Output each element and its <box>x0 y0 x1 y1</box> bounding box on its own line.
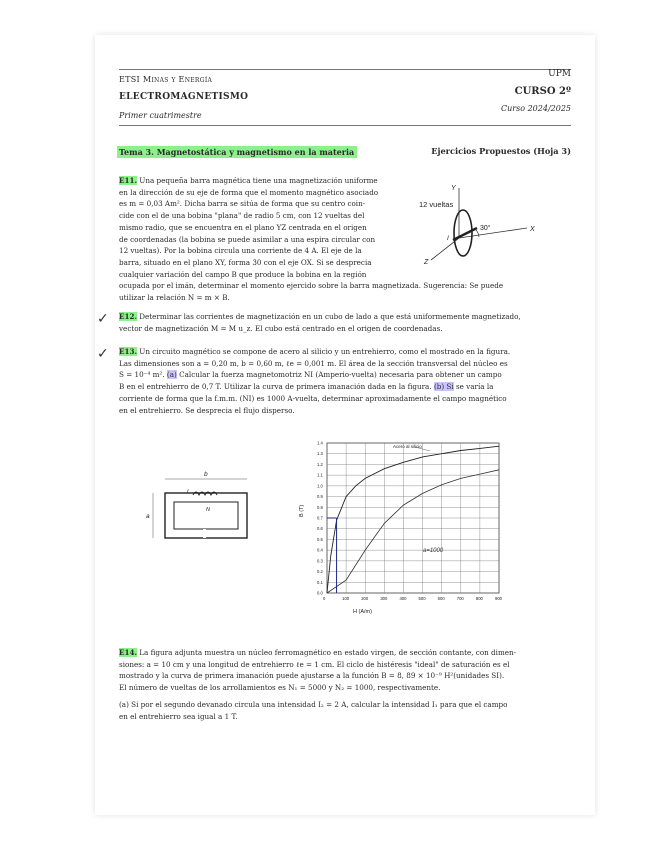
e12-line: vector de magnetización M = M u_z. El cubo está centrado en el origen de coordenadas. <box>119 323 443 333</box>
e14-line: El número de vueltas de los arrollamientos es N₁ = 5000 y N₂ = 1000, respectivamente. <box>119 683 441 693</box>
e11-line: cualquier variación del campo B que produce la bobina en la región <box>119 269 367 279</box>
e11-line: de coordenadas (la bobina se puede asimilar a una espira circular con <box>119 234 376 244</box>
e11-line: es m = 0,03 Am². Dicha barra se sitúa de forma que su centro coin- <box>119 199 366 209</box>
x-tick-label: 0 <box>323 596 326 601</box>
series-line-1 <box>327 446 499 593</box>
chart-annotation: Acero al silicio <box>393 444 422 449</box>
chart-grid <box>327 443 499 593</box>
e12-label: E12. <box>119 312 137 321</box>
e14-line: en el entrehierro sea igual a 1 T. <box>119 711 238 721</box>
x-tick-label: 800 <box>475 596 483 601</box>
x-tick-label: 400 <box>399 596 407 601</box>
chart-y-label: B (T) <box>299 504 305 517</box>
sheet-title: Ejercicios Propuestos (Hoja 3) <box>431 146 571 156</box>
handwritten-note: a=1000 <box>423 548 444 554</box>
dimension-b-label: b <box>204 471 208 478</box>
y-tick-label: 0.5 <box>317 536 323 542</box>
e14-text <box>119 647 571 722</box>
y-tick-label: 0.7 <box>317 515 323 521</box>
e13-line: B en el entrehierro de 0,7 T. Utilizar la curva de primera imanación dada en la figura. <box>119 382 432 392</box>
angle-label: 30° <box>480 225 491 232</box>
e11-line: 12 vueltas). Por la bobina circula una corriente de 4 A. El eje de la <box>119 246 362 256</box>
e13-part-b: (b) Si <box>433 382 454 392</box>
magnetic-circuit-figure <box>145 465 255 555</box>
e14-label: E14. <box>119 648 137 657</box>
document-page <box>95 35 595 815</box>
magnet-bar <box>453 228 477 240</box>
z-axis-label: Z <box>424 259 429 266</box>
e13-line: corriente de forma que la f.m.m. (NI) es 1000 A-vuelta, determinar aproximadamente el campo magnético <box>119 393 507 403</box>
e11-line: Una pequeña barra magnética tiene una magnetización uniforme <box>139 176 378 185</box>
x-tick-label: 500 <box>418 596 426 601</box>
y-tick-label: 0.3 <box>317 558 323 564</box>
e11-label: E11. <box>119 176 137 185</box>
university-name: UPM <box>548 69 571 79</box>
e11-text <box>119 175 409 280</box>
chart-x-label: H (A/m) <box>353 609 372 615</box>
e11-line: ocupada por el imán, determinar el momento ejercido sobre la barra magnetizada. Sugerencia: Se puede <box>119 281 504 290</box>
x-tick-label: 200 <box>361 596 369 601</box>
bh-curve-chart <box>295 435 510 615</box>
e13-line: Calcular la fuerza magnetomotriz NI (Amperio-vuelta) necesaria para obtener un campo <box>179 370 502 380</box>
year-label: Curso 2024/2025 <box>501 104 571 113</box>
x-tick-label: 100 <box>342 596 350 601</box>
x-tick-label: 700 <box>456 596 464 601</box>
e13-line: Las dimensiones son a = 0,20 m, b = 0,60 m, ℓe = 0,001 m. El área de la sección transversal del núcleo es <box>119 358 508 368</box>
course-label: CURSO 2º <box>514 86 571 97</box>
y-tick-label: 0.0 <box>317 590 323 596</box>
x-tick-label: 900 <box>495 596 502 601</box>
e11-line: barra, situado en el plano XY, forma 30 con el eje OX. Si se desprecia <box>119 257 372 267</box>
y-tick-label: 0.4 <box>317 547 323 553</box>
e13-part-a: (a) <box>166 370 177 380</box>
check-mark-e12: ✓ <box>97 311 109 327</box>
y-tick-label: 1.4 <box>317 440 323 446</box>
y-tick-label: 0.2 <box>317 569 323 575</box>
chart-series <box>327 446 499 593</box>
y-tick-label: 1.2 <box>317 461 323 467</box>
y-tick-label: 1.0 <box>317 483 323 489</box>
e13-line: Un circuito magnético se compone de acero al silicio y un entrehierro, como el mostrado en la figura. <box>139 347 511 356</box>
e13-label: E13. <box>119 347 137 356</box>
check-mark-e13: ✓ <box>97 346 109 362</box>
x-tick-label: 600 <box>437 596 445 601</box>
y-tick-label: 0.6 <box>317 526 323 532</box>
current-label: I <box>447 235 449 242</box>
school-name: ETSI Minas y Energía <box>119 75 213 84</box>
e11-line: utilizar la relación N = m × B. <box>119 292 230 302</box>
topic-title: Tema 3. Magnetostática y magnetismo en la materia <box>117 146 357 158</box>
e11-line: mismo radio, que se encuentra en el plano YZ centrada en el origen <box>119 222 367 232</box>
e14-line: siones: a = 10 cm y una longitud de entrehierro ℓe = 1 cm. El ciclo de histéresis "ideal" de saturación es el <box>119 659 510 669</box>
air-gap <box>203 529 206 538</box>
e12-text <box>119 311 571 334</box>
y-tick-label: 0.1 <box>317 579 323 585</box>
dimension-a-label: a <box>146 513 150 520</box>
e14-line: mostrado y la curva de primera imanación puede ajustarse a la función B = 8, 89 × 10⁻⁹ H²(unidades SI). <box>119 671 505 681</box>
current-label-circuit: I <box>187 489 189 495</box>
y-axis-label: Y <box>451 185 456 192</box>
x-axis-label: X <box>530 226 535 233</box>
coil-label: 12 vueltas <box>419 200 454 209</box>
coil-figure <box>417 180 557 275</box>
e13-text <box>119 346 571 416</box>
header-rule-bottom <box>119 125 571 126</box>
y-tick-label: 1.1 <box>317 472 323 478</box>
y-tick-label: 1.3 <box>317 451 323 457</box>
e14-line: (a) Si por el segundo devanado circula una intensidad I₂ = 2 A, calcular la intensidad I₁ para que el campo <box>119 699 508 709</box>
e13-line: en el entrehierro. Se desprecia el flujo disperso. <box>119 405 295 415</box>
e12-line: Determinar las corrientes de magnetización en un cubo de lado a que está uniformemente magnetizado, <box>139 312 521 321</box>
series-line-2 <box>327 470 499 593</box>
term-label: Primer cuatrimestre <box>119 111 202 120</box>
e11-line: cide con el de una bobina "plana" de radio 5 cm, con 12 vueltas del <box>119 211 365 221</box>
e13-line: S = 10⁻⁴ m². <box>119 370 165 380</box>
header-rule-top <box>119 69 571 70</box>
e11-line: en la dirección de su eje de forma que el momento magnético asociado <box>119 187 379 197</box>
turns-label: N <box>206 507 210 513</box>
y-tick-label: 0.9 <box>317 494 323 500</box>
y-tick-label: 0.8 <box>317 504 323 510</box>
subject-title: ELECTROMAGNETISMO <box>119 92 249 102</box>
e13-line: se varía la <box>455 382 494 392</box>
e11-text-wide <box>119 280 571 303</box>
x-tick-label: 300 <box>380 596 388 601</box>
e14-line: La figura adjunta muestra un núcleo ferromagnético en estado virgen, de sección contante, con dimen- <box>139 648 517 657</box>
